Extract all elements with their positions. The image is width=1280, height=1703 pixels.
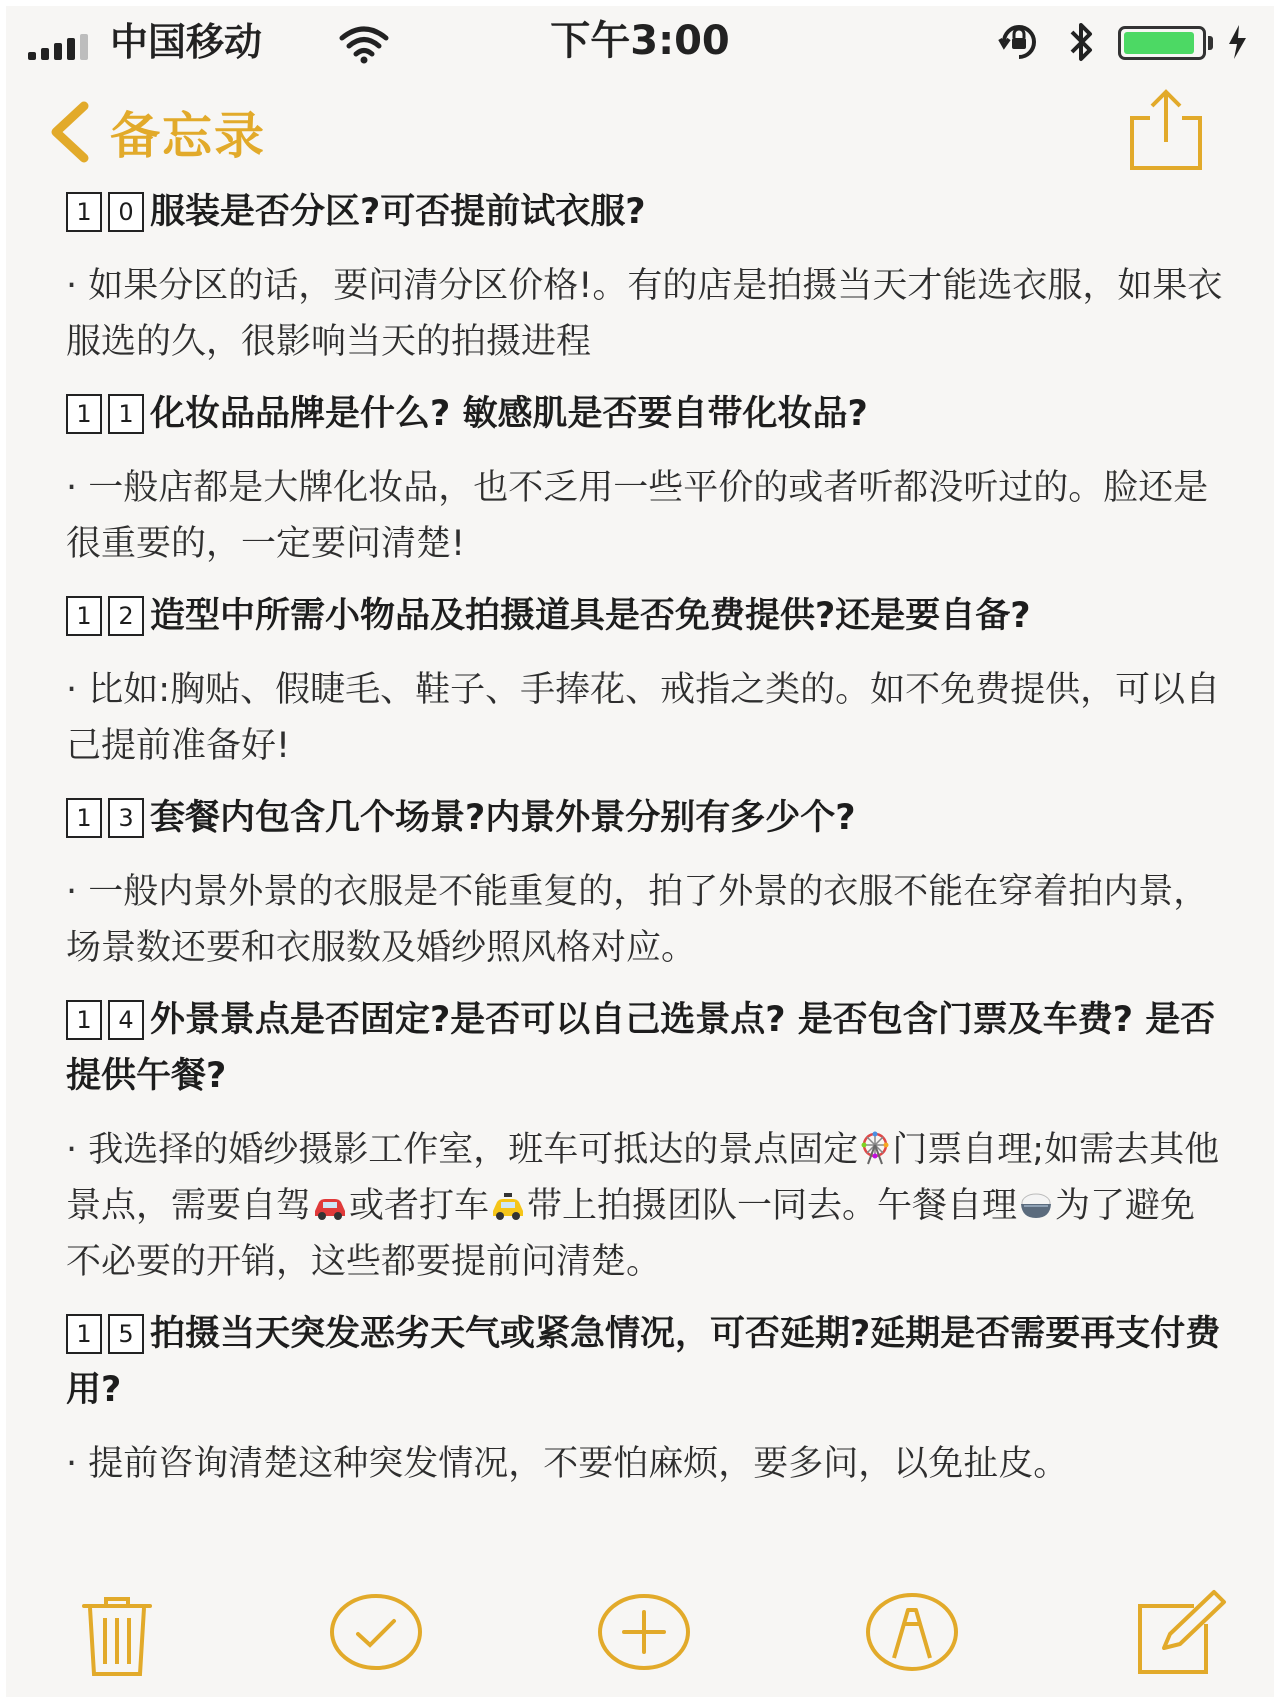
chevron-left-icon <box>46 100 96 164</box>
answer-10 <box>66 258 1226 370</box>
bullet-mark: · <box>66 468 78 508</box>
note-body[interactable] <box>66 184 1226 1508</box>
number-box: 1 <box>66 1000 102 1040</box>
bullet-mark: · <box>66 266 78 306</box>
battery-level <box>1124 32 1194 54</box>
answer-12 <box>66 662 1226 774</box>
answer-13 <box>66 864 1226 976</box>
answer-text: 我选择的婚纱摄影工作室，班车可抵达的景点固定 <box>88 1130 859 1170</box>
question-13 <box>66 790 1226 846</box>
ferris-wheel-icon <box>859 1131 891 1165</box>
status-time: 下午3:00 <box>550 18 730 64</box>
status-bar <box>6 6 1274 76</box>
charging-bolt-icon <box>1226 24 1248 60</box>
number-box: 1 <box>66 798 102 838</box>
number-box: 1 <box>108 394 144 434</box>
number-box: 4 <box>108 1000 144 1040</box>
trash-icon[interactable] <box>78 1594 156 1678</box>
answer-text: 一般店都是大牌化妆品，也不乏用一些平价的或者听都没听过的。脸还是很重要的，一定要问清楚! <box>66 468 1209 564</box>
answer-text: 门票自理;如需去其他景点，需要自驾 <box>66 1130 1220 1226</box>
question-text: 外景景点是否固定?是否可以自己选景点? 是否包含门票及车费? 是否提供午餐? <box>66 1000 1216 1096</box>
question-10 <box>66 184 1226 240</box>
number-box: 1 <box>66 394 102 434</box>
number-box: 1 <box>66 596 102 636</box>
question-14 <box>66 992 1226 1104</box>
taxi-icon <box>490 1191 526 1221</box>
bullet-mark: · <box>66 1130 78 1170</box>
add-icon[interactable] <box>596 1592 692 1672</box>
question-text: 造型中所需小物品及拍摄道具是否免费提供?还是要自备? <box>150 596 1031 636</box>
question-text: 化妆品品牌是什么? 敏感肌是否要自带化妆品? <box>150 394 868 434</box>
answer-14 <box>66 1122 1226 1290</box>
carrier-name: 中国移动 <box>110 20 263 64</box>
answer-text: 如果分区的话，要问清分区价格!。有的店是拍摄当天才能选衣服，如果衣服选的久，很影响当天的拍摄进程 <box>66 266 1223 362</box>
sketch-icon[interactable] <box>864 1590 960 1674</box>
answer-text: 或者打车 <box>349 1186 490 1226</box>
notes-screen <box>6 6 1274 1697</box>
rice-bowl-icon <box>1018 1189 1054 1221</box>
question-text: 拍摄当天突发恶劣天气或紧急情况，可否延期?延期是否需要再支付费用? <box>66 1314 1221 1410</box>
answer-15 <box>66 1436 1226 1492</box>
answer-text: 比如:胸贴、假睫毛、鞋子、手捧花、戒指之类的。如不免费提供，可以自己提前准备好! <box>66 670 1221 766</box>
answer-text: 为了避免不必要的开销，这些都要提前问清楚。 <box>66 1186 1196 1282</box>
bullet-mark: · <box>66 872 78 912</box>
number-box: 1 <box>66 192 102 232</box>
rotation-lock-icon <box>996 22 1042 62</box>
bluetooth-icon <box>1066 20 1096 64</box>
answer-text: 一般内景外景的衣服是不能重复的，拍了外景的衣服不能在穿着拍内景，场景数还要和衣服数及婚纱照风格对应。 <box>66 872 1209 968</box>
checklist-icon[interactable] <box>328 1592 424 1672</box>
bullet-mark: · <box>66 1444 78 1484</box>
number-box: 0 <box>108 192 144 232</box>
question-12 <box>66 588 1226 644</box>
number-box: 1 <box>66 1314 102 1354</box>
answer-text: 提前咨询清楚这种突发情况，不要怕麻烦，要多问，以免扯皮。 <box>88 1444 1069 1484</box>
answer-text: 带上拍摄团队一同去。午餐自理 <box>527 1186 1018 1226</box>
question-text: 套餐内包含几个场景?内景外景分别有多少个? <box>150 798 856 838</box>
question-11 <box>66 386 1226 442</box>
bullet-mark: · <box>66 670 78 710</box>
red-car-icon <box>312 1193 348 1221</box>
battery-icon <box>1118 26 1206 60</box>
number-box: 3 <box>108 798 144 838</box>
back-button[interactable] <box>46 96 266 168</box>
answer-11 <box>66 460 1226 572</box>
compose-icon[interactable] <box>1134 1588 1230 1676</box>
number-box: 2 <box>108 596 144 636</box>
question-15 <box>66 1306 1226 1418</box>
share-icon[interactable] <box>1124 88 1208 174</box>
number-box: 5 <box>108 1314 144 1354</box>
question-text: 服装是否分区?可否提前试衣服? <box>150 192 646 232</box>
back-label: 备忘录 <box>110 107 266 165</box>
